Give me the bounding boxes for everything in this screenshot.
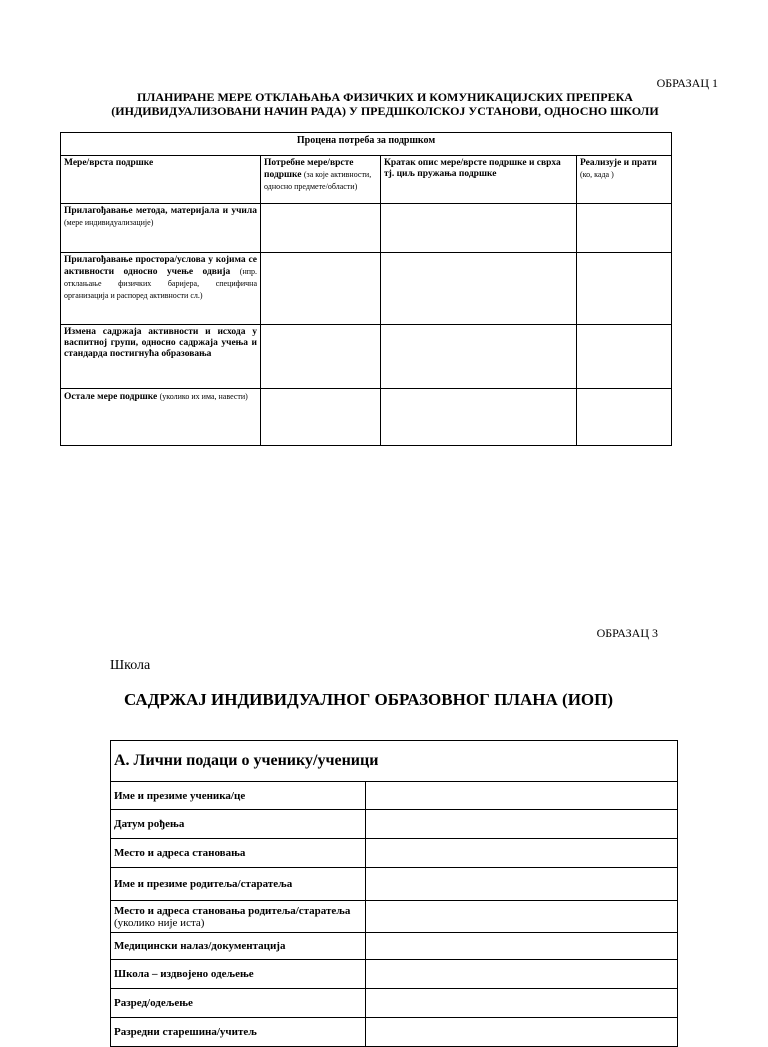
- field-value[interactable]: [366, 960, 678, 989]
- field-value[interactable]: [366, 868, 678, 901]
- school-label: Школа: [110, 658, 151, 673]
- field-label: Место и адреса становања: [111, 839, 366, 868]
- support-needs-table: [60, 132, 672, 446]
- empty-cell[interactable]: [381, 325, 577, 389]
- form1-title-line2: (ИНДИВИДУАЛИЗОВАНИ НАЧИН РАДА) У ПРЕДШКОЛСКОЈ УСТАНОВИ, ОДНОСНО ШКОЛИ: [111, 104, 659, 118]
- table-row: [111, 989, 678, 1018]
- table-row: [111, 839, 678, 868]
- column-header: Реализује и прати (ко, када ): [577, 156, 672, 204]
- table-row: [61, 389, 672, 446]
- field-value[interactable]: [366, 989, 678, 1018]
- table-row: [61, 325, 672, 389]
- field-value[interactable]: [366, 782, 678, 810]
- empty-cell[interactable]: [577, 389, 672, 446]
- personal-data-table: [110, 740, 678, 1047]
- field-value[interactable]: [366, 901, 678, 933]
- column-header: Кратак опис мере/врсте подршке и сврха тј. циљ пружања подршке: [381, 156, 577, 204]
- empty-cell[interactable]: [577, 253, 672, 325]
- table-row: [111, 901, 678, 933]
- column-header: Мере/врста подршке: [61, 156, 261, 204]
- empty-cell[interactable]: [381, 389, 577, 446]
- section-heading: А. Лични подаци о ученику/ученици: [111, 741, 678, 782]
- form1-label: ОБРАЗАЦ 1: [656, 76, 718, 90]
- field-label: Школа – издвојено одељење: [111, 960, 366, 989]
- table-row: [61, 253, 672, 325]
- field-label: Разред/одељење: [111, 989, 366, 1018]
- table-heading: Процена потреба за подршком: [61, 133, 672, 156]
- table-row: [111, 1018, 678, 1047]
- field-label: Место и адреса становања родитеља/старатеља (уколико није иста): [111, 901, 366, 933]
- field-label: Датум рођења: [111, 810, 366, 839]
- table-row: [111, 960, 678, 989]
- row-label: Прилагођавање метода, материјала и учила (мере индивидуализације): [61, 204, 261, 253]
- empty-cell[interactable]: [261, 253, 381, 325]
- empty-cell[interactable]: [261, 204, 381, 253]
- empty-cell[interactable]: [577, 204, 672, 253]
- row-label: Измена садржаја активности и исхода у васпитној групи, односно садржаја учења и стандарда постигнућа образовања: [61, 325, 261, 389]
- empty-cell[interactable]: [261, 389, 381, 446]
- field-label: Медицински налаз/документација: [111, 933, 366, 960]
- form3-title: САДРЖАЈ ИНДИВИДУАЛНОГ ОБРАЗОВНОГ ПЛАНА (ИОП): [124, 690, 614, 709]
- form1-title-line1: ПЛАНИРАНЕ МЕРЕ ОТКЛАЊАЊА ФИЗИЧКИХ И КОМУНИКАЦИЈСКИХ ПРЕПРЕКА: [137, 90, 633, 104]
- field-value[interactable]: [366, 839, 678, 868]
- empty-cell[interactable]: [381, 204, 577, 253]
- empty-cell[interactable]: [381, 253, 577, 325]
- empty-cell[interactable]: [261, 325, 381, 389]
- empty-cell[interactable]: [577, 325, 672, 389]
- field-label: Име и презиме ученика/це: [111, 782, 366, 810]
- table-row: [111, 810, 678, 839]
- column-header: Потребне мере/врсте подршке (за које активности, односно предмете/области): [261, 156, 381, 204]
- form1-title: [60, 90, 710, 118]
- table-row: [111, 868, 678, 901]
- form3-label: ОБРАЗАЦ 3: [596, 626, 658, 640]
- table-row: [111, 933, 678, 960]
- field-label: Разредни старешина/учитељ: [111, 1018, 366, 1047]
- field-value[interactable]: [366, 1018, 678, 1047]
- row-label: Прилагођавање простора/услова у којима се активности односно учење одвија (нпр. отклањање физичких баријера, специфична организација и распоред активности сл.): [61, 253, 261, 325]
- table-row: [61, 204, 672, 253]
- field-value[interactable]: [366, 810, 678, 839]
- field-value[interactable]: [366, 933, 678, 960]
- row-label: Остале мере подршке (уколико их има, навести): [61, 389, 261, 446]
- table-row: [111, 782, 678, 810]
- field-label: Име и презиме родитеља/старатеља: [111, 868, 366, 901]
